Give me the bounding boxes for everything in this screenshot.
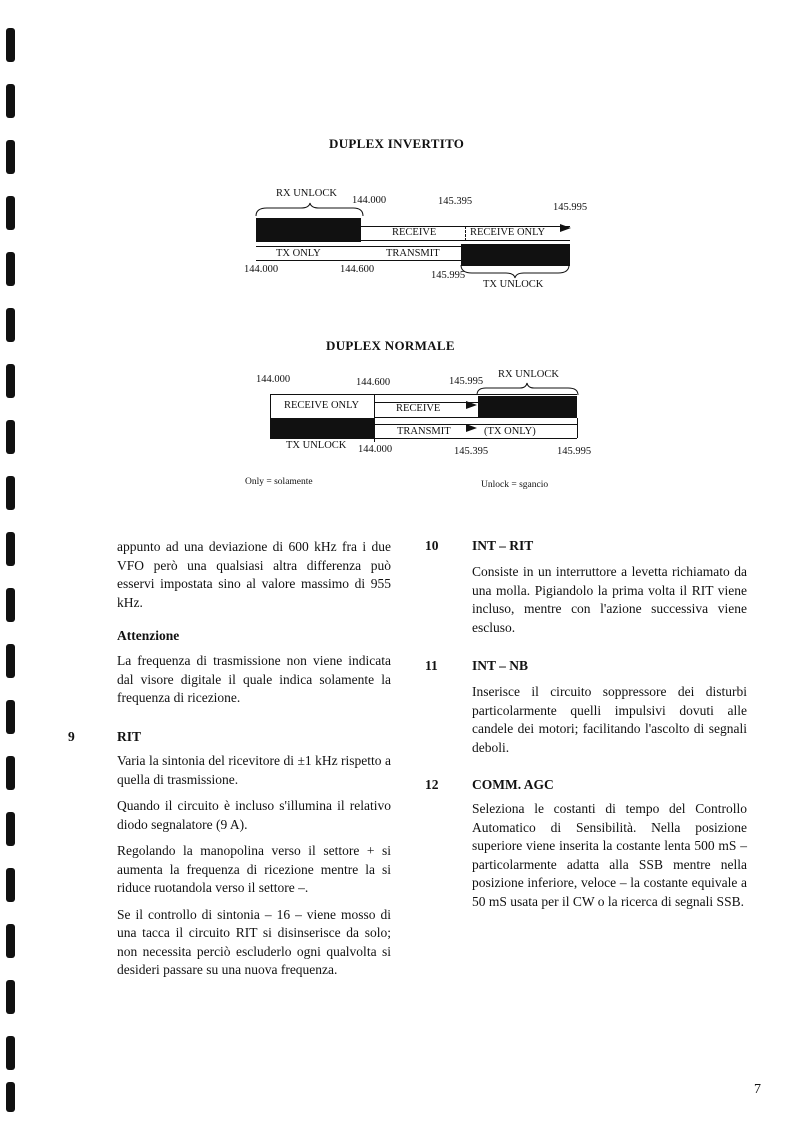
paragraph: Regolando la manopolina verso il settore + si aumenta la frequenza di ricezione mentre la si riduce ruotandola verso il settore –. xyxy=(117,843,391,895)
diagram-title: DUPLEX INVERTITO xyxy=(329,136,465,151)
paragraph: Varia la sintonia del ricevitore di ±1 kHz rispetto a quella di trasmissione. xyxy=(117,753,391,787)
section-12-body xyxy=(472,800,747,919)
freq-label: 144.600 xyxy=(340,264,375,275)
receive-only-label: RECEIVE ONLY xyxy=(284,400,360,411)
section-heading: COMM. AGC xyxy=(472,777,554,792)
left-column-attenzione xyxy=(117,652,391,716)
freq-label: 144.000 xyxy=(352,195,387,206)
left-column xyxy=(117,538,391,620)
freq-label: 145.995 xyxy=(431,270,466,281)
page-number: 7 xyxy=(754,1082,761,1097)
tx-only-label: (TX ONLY) xyxy=(484,426,536,437)
freq-label: 144.000 xyxy=(244,264,279,275)
tx-unlock-block xyxy=(461,244,570,266)
legend-unlock: Unlock = sgancio xyxy=(481,480,549,490)
freq-label: 144.600 xyxy=(356,377,391,388)
paragraph: La frequenza di trasmissione non viene indicata dal visore digitale il quale indica solamente la frequenza di ricezione. xyxy=(117,653,391,705)
section-heading: Attenzione xyxy=(117,628,180,643)
freq-label: 145.995 xyxy=(557,446,592,457)
section-9-body xyxy=(117,752,391,988)
section-heading: RIT xyxy=(117,729,142,744)
tx-only-label: TX ONLY xyxy=(276,248,321,259)
paragraph: Inserisce il circuito soppressore dei disturbi particolarmente quelli impulsivi dovuti alle candele dei motori; facilitando l'ascolto di segnali deboli. xyxy=(472,684,747,755)
paragraph: appunto ad una deviazione di 600 kHz fra i due VFO però una qualsiasi altra differenza può esservi impostata sino al valore massimo di 955 kHz. xyxy=(117,539,391,610)
section-heading: INT – RIT xyxy=(472,538,534,553)
rx-unlock-label: RX UNLOCK xyxy=(276,188,337,199)
paragraph: Consiste in un interruttore a levetta richiamato da una molla. Pigiandolo la prima volta il RIT viene incluso, mentre con l'azione successiva viene escluso. xyxy=(472,564,747,635)
paragraph: Quando il circuito è incluso s'illumina il relativo diodo segnalatore (9 A). xyxy=(117,798,391,832)
receive-only-label: RECEIVE ONLY xyxy=(470,227,546,238)
legend-only: Only = solamente xyxy=(245,477,313,487)
arrow-icon xyxy=(466,399,478,413)
section-number: 9 xyxy=(68,729,75,744)
section-number: 10 xyxy=(425,538,439,553)
receive-label: RECEIVE xyxy=(396,403,441,414)
rx-unlock-bracket xyxy=(255,202,365,218)
receive-label: RECEIVE xyxy=(392,227,437,238)
rx-unlock-block xyxy=(478,396,577,418)
freq-label: 145.995 xyxy=(553,202,588,213)
tx-unlock-block xyxy=(270,418,374,438)
diagram-title: DUPLEX NORMALE xyxy=(326,338,455,353)
rx-unlock-label: RX UNLOCK xyxy=(498,369,559,380)
section-10-body xyxy=(472,563,747,645)
transmit-label: TRANSMIT xyxy=(397,426,451,437)
freq-label: 145.395 xyxy=(438,196,473,207)
section-11-body xyxy=(472,683,747,765)
tx-unlock-label: TX UNLOCK xyxy=(483,279,544,290)
section-heading: INT – NB xyxy=(472,658,529,673)
freq-label: 145.995 xyxy=(449,376,484,387)
paragraph: Se il controllo di sintonia – 16 – viene mosso di una tacca il circuito RIT si disinserisce da solo; non necessita perciò escluderlo ogni qualvolta si desideri passare su una nuova frequenza. xyxy=(117,906,391,977)
freq-label: 144.000 xyxy=(358,444,393,455)
arrow-icon xyxy=(560,222,572,236)
rx-unlock-block xyxy=(256,218,361,242)
paragraph: Seleziona le costanti di tempo del Controllo Automatico di Sensibilità. Nella posizione superiore viene inserita la costante lenta 500 mS – particolarmente adatta alla SSB mentre nella posizione inferiore, veloce – la costante equivale a 50 mS usata per il CW o la ricerca di segnali SSB. xyxy=(472,801,747,909)
section-number: 12 xyxy=(425,777,439,792)
freq-label: 144.000 xyxy=(256,374,291,385)
arrow-icon xyxy=(466,422,478,436)
section-number: 11 xyxy=(425,658,438,673)
tx-unlock-bracket xyxy=(460,264,572,280)
tx-unlock-label: TX UNLOCK xyxy=(286,440,347,451)
freq-label: 145.395 xyxy=(454,446,489,457)
transmit-label: TRANSMIT xyxy=(386,248,440,259)
